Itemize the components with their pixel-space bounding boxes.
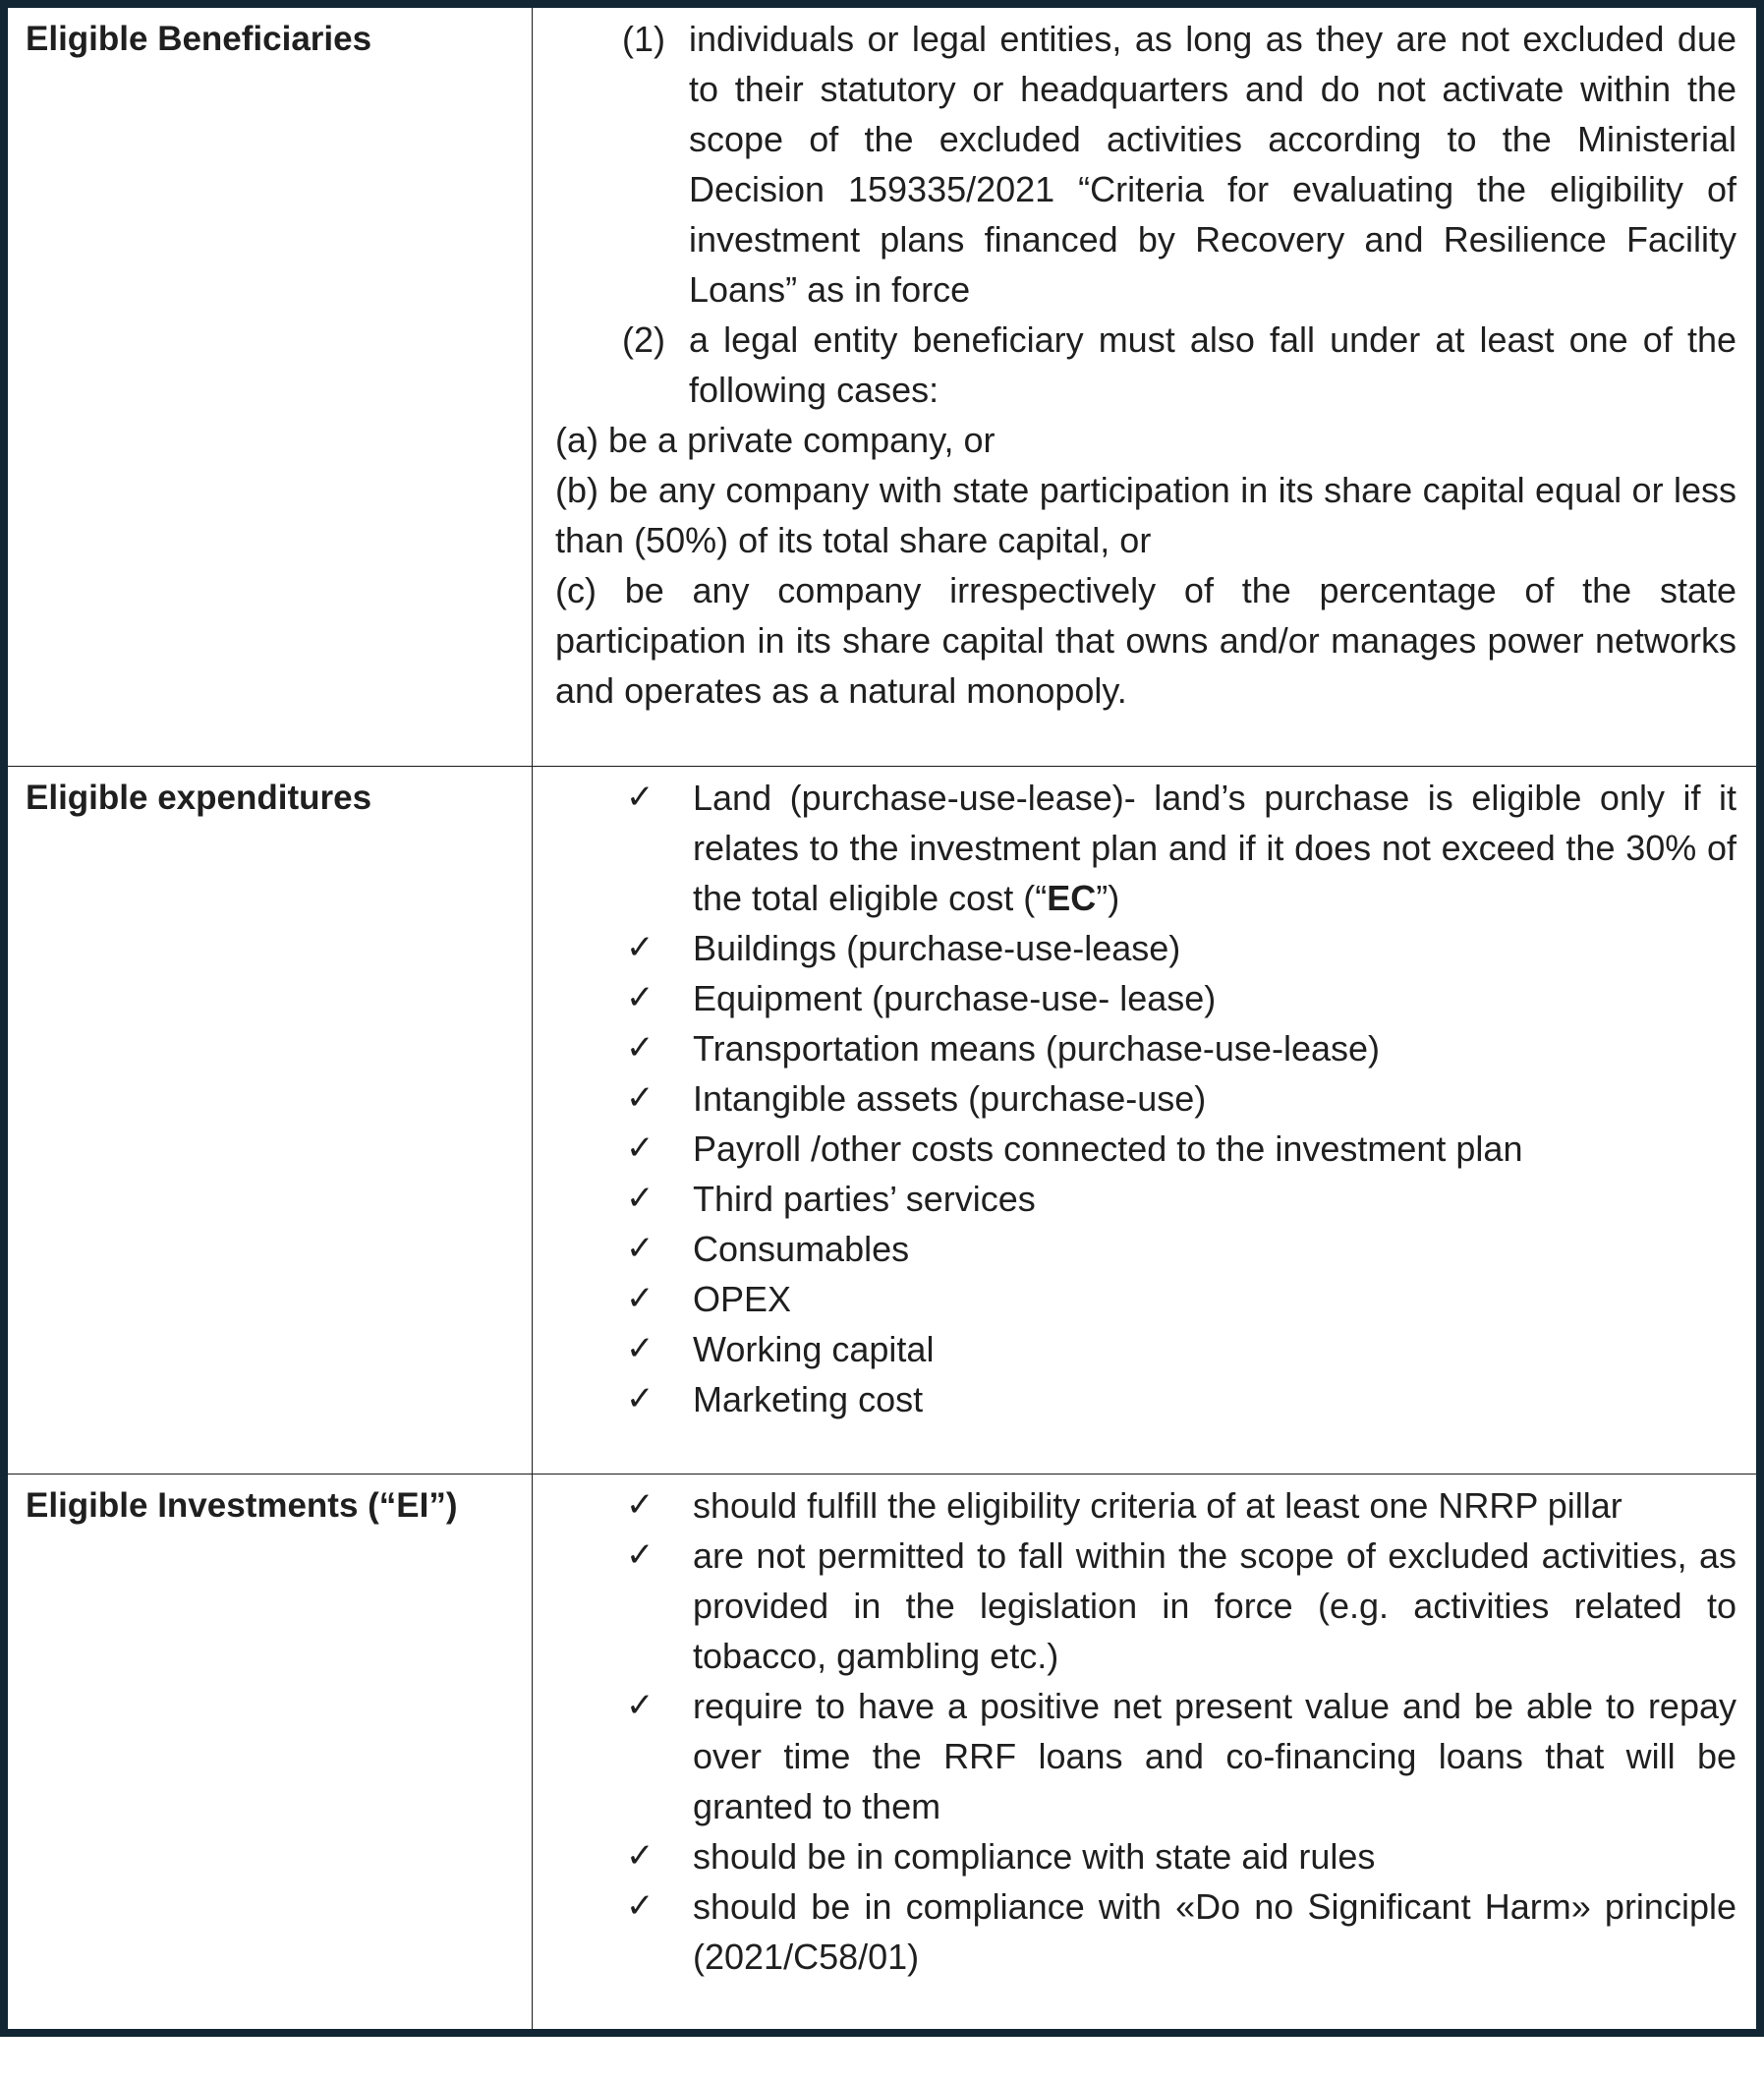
checkmark-icon: ✓ [626,1229,654,1267]
list-item [555,1224,1736,1274]
item-text: should be in compliance with «Do no Significant Harm» principle (2021/C58/01) [693,1885,1736,1977]
row-label-eligible-expenditures: Eligible expenditures [26,778,372,817]
checkmark-icon: ✓ [626,778,654,816]
table-row [8,766,1756,1474]
item-text: Buildings (purchase-use-lease) [693,927,1181,968]
item-text: Third parties’ services [693,1178,1036,1219]
case-paragraph: (b) be any company with state participation in its share capital equal or less than (50%) of its total share capital, or [555,470,1736,560]
list-item [555,923,1736,973]
numbered-item [555,14,1736,315]
checkmark-icon: ✓ [626,1886,654,1925]
table-row [8,8,1756,766]
list-item [555,1480,1736,1531]
checkmark-icon: ✓ [626,1078,654,1117]
numbered-item [555,315,1736,415]
row-content-cell [533,1474,1757,2029]
list-item [555,1681,1736,1831]
item-text: Working capital [693,1328,935,1369]
item-text: Transportation means (purchase-use-lease) [693,1027,1380,1069]
checkmark-icon: ✓ [626,1379,654,1417]
row-label-eligible-beneficiaries: Eligible Beneficiaries [26,20,372,58]
item-text: Marketing cost [693,1378,924,1419]
list-item [555,1174,1736,1224]
row-content-cell [533,766,1757,1474]
ec-abbreviation: EC [1047,877,1097,918]
list-item [555,1374,1736,1424]
checkmark-icon: ✓ [626,1179,654,1217]
list-item [555,1073,1736,1124]
item-text: individuals or legal entities, as long as they are not excluded due to their statutory or headquarters and do not activate within the scope of the excluded activities according to the Ministerial Decision 159335/2021 “Criteria for evaluating the eligibility of investment plans financed by Recovery and Resilience Facility Loans” as in force [689,19,1736,310]
row-content-cell [533,8,1757,766]
item-text: Payroll /other costs connected to the investment plan [693,1128,1523,1169]
checkmark-icon: ✓ [626,1836,654,1875]
table-row [8,1474,1756,2029]
item-text: OPEX [693,1278,792,1319]
item-text-part: Land (purchase-use-lease)- land’s purchase is eligible only if it relates to the investment plan and if it does not exceed the 30% of the total eligible cost (“ [693,777,1736,918]
item-text: Consumables [693,1228,910,1269]
checkmark-icon: ✓ [626,978,654,1016]
item-text: should fulfill the eligibility criteria of at least one NRRP pillar [693,1484,1622,1526]
checkmark-icon: ✓ [626,1279,654,1317]
item-text: Intangible assets (purchase-use) [693,1077,1207,1119]
case-paragraph: (c) be any company irrespectively of the percentage of the state participation in its share capital that owns and/or manages power networks and operates as a natural monopoly. [555,570,1736,711]
list-item [555,1881,1736,1982]
item-text: are not permitted to fall within the scope of excluded activities, as provided in the legislation in force (e.g. activities related to tobacco, gambling etc.) [693,1534,1736,1676]
row-label-cell [8,1474,533,2029]
item-text: should be in compliance with state aid rules [693,1835,1376,1877]
checkmark-icon: ✓ [626,1686,654,1724]
eligibility-table [8,8,1756,2029]
checkmark-icon: ✓ [626,1535,654,1574]
checkmark-icon: ✓ [626,1485,654,1524]
list-item [555,1023,1736,1073]
list-item [555,1831,1736,1881]
item-text: require to have a positive net present value and be able to repay over time the RRF loans and co-financing loans that will be granted to them [693,1685,1736,1826]
checkmark-icon: ✓ [626,1329,654,1367]
list-item [555,1324,1736,1374]
row-label-cell [8,8,533,766]
item-text-part: ”) [1096,877,1120,918]
list-item [555,773,1736,923]
item-text [693,773,1736,923]
case-paragraph: (a) be a private company, or [555,420,996,460]
row-label-cell [8,766,533,1474]
item-text: Equipment (purchase-use- lease) [693,977,1217,1018]
list-item [555,1124,1736,1174]
checkmark-icon: ✓ [626,1028,654,1067]
item-text: a legal entity beneficiary must also fall under at least one of the following cases: [689,319,1736,410]
list-item [555,1274,1736,1324]
checkmark-icon: ✓ [626,1128,654,1167]
list-item [555,1531,1736,1681]
row-label-eligible-investments: Eligible Investments (“EI”) [26,1485,458,1525]
item-number: (1) [622,19,665,59]
list-item [555,973,1736,1023]
item-number: (2) [622,319,665,360]
checkmark-icon: ✓ [626,928,654,966]
